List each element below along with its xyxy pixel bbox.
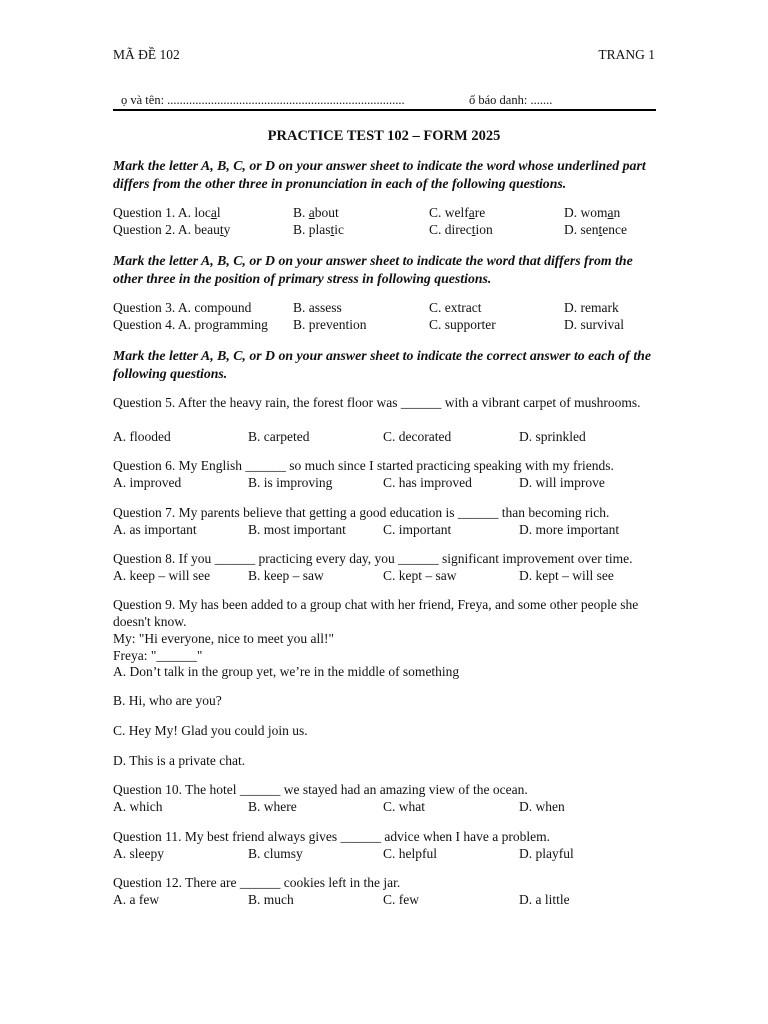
option-d: D. sentence [564,222,627,237]
option-a: A. keep – will see [113,568,211,583]
option-c: C. supporter [429,317,496,332]
option-c: C. extract [429,300,482,315]
page-number: TRANG 1 [598,47,655,62]
question-8-options [113,567,658,584]
option-b: B. much [248,892,294,907]
question-3 [113,299,658,316]
question-9-dialogue-2: Freya: "______" [113,648,203,663]
question-7-stem: Question 7. My parents believe that getting a good education is ______ than becoming rich. [113,505,610,520]
option-b: B. keep – saw [248,568,324,583]
option-a: Question 4. A. programming [113,317,268,332]
option-b: B. assess [293,300,342,315]
option-d: D. more important [519,522,620,537]
option-a: A. a few [113,892,160,907]
section-1-instruction: Mark the letter A, B, C, or D on your answer sheet to indicate the word whose underlined part differs from the other three in pronunciation in each of the following questions. [113,158,646,191]
question-8-stem: Question 8. If you ______ practicing every day, you ______ significant improvement over time. [113,551,633,566]
question-1 [113,204,658,221]
option-c: C. decorated [383,429,452,444]
option-c: C. kept – saw [383,568,457,583]
option-d: D. remark [564,300,619,315]
question-9-option-b: B. Hi, who are you? [113,693,222,708]
question-9-option-c: C. Hey My! Glad you could join us. [113,723,308,738]
option-c: C. welfare [429,205,486,220]
page-title: PRACTICE TEST 102 – FORM 2025 [267,128,501,144]
option-b: B. about [293,205,339,220]
option-a: A. improved [113,475,182,490]
question-12-stem: Question 12. There are ______ cookies left in the jar. [113,875,401,890]
option-d: D. will improve [519,475,605,490]
option-b: B. clumsy [248,846,303,861]
option-a: A. which [113,799,163,814]
option-d: D. sprinkled [519,429,586,444]
section-2-instruction: Mark the letter A, B, C, or D on your answer sheet to indicate the word that differs from the other three in the position of primary stress in following questions. [113,253,633,286]
option-c: C. important [383,522,452,537]
question-11-options [113,845,658,862]
option-d: D. kept – will see [519,568,614,583]
option-b: B. where [248,799,297,814]
option-a: A. flooded [113,429,171,444]
question-9-option-d: D. This is a private chat. [113,753,246,768]
question-7-options [113,521,658,538]
question-10-stem: Question 10. The hotel ______ we stayed had an amazing view of the ocean. [113,782,528,797]
option-b: B. carpeted [248,429,310,444]
question-5-options [113,428,658,445]
option-d: D. playful [519,846,574,861]
option-b: B. plastic [293,222,345,237]
question-9-stem: Question 9. My has been added to a group chat with her friend, Freya, and some other people she doesn't know. [113,597,639,629]
question-10-options [113,798,658,815]
option-c: C. has improved [383,475,472,490]
question-9-dialogue-1: My: "Hi everyone, nice to meet you all!" [113,631,334,646]
option-b: B. most important [248,522,346,537]
option-a: Question 3. A. compound [113,300,252,315]
candidate-number-label: ố báo danh: ....... [469,93,553,107]
option-b: B. is improving [248,475,333,490]
section-3-instruction: Mark the letter A, B, C, or D on your answer sheet to indicate the correct answer to each of the following questions. [113,348,651,381]
option-a: A. as important [113,522,197,537]
option-a: Question 2. A. beauty [113,222,231,237]
name-label: ọ và tên: ............................................................................ [121,93,405,107]
option-d: D. a little [519,892,570,907]
question-6-options [113,474,658,491]
option-a: Question 1. A. local [113,205,221,220]
question-9-option-a: A. Don’t talk in the group yet, we’re in the middle of something [113,664,460,679]
option-c: C. what [383,799,425,814]
question-4 [113,316,658,333]
exam-code: MÃ ĐỀ 102 [113,47,180,62]
question-2 [113,221,658,238]
option-d: D. survival [564,317,624,332]
option-c: C. few [383,892,419,907]
option-c: C. direction [429,222,493,237]
question-11-stem: Question 11. My best friend always gives ______ advice when I have a problem. [113,829,551,844]
option-d: D. when [519,799,565,814]
option-d: D. woman [564,205,621,220]
question-6-stem: Question 6. My English ______ so much since I started practicing speaking with my friends. [113,458,614,473]
option-b: B. prevention [293,317,367,332]
option-c: C. helpful [383,846,437,861]
student-info-line [113,93,656,111]
option-a: A. sleepy [113,846,164,861]
question-12-options [113,891,658,908]
question-5-stem: Question 5. After the heavy rain, the forest floor was ______ with a vibrant carpet of mushrooms. [113,395,641,410]
